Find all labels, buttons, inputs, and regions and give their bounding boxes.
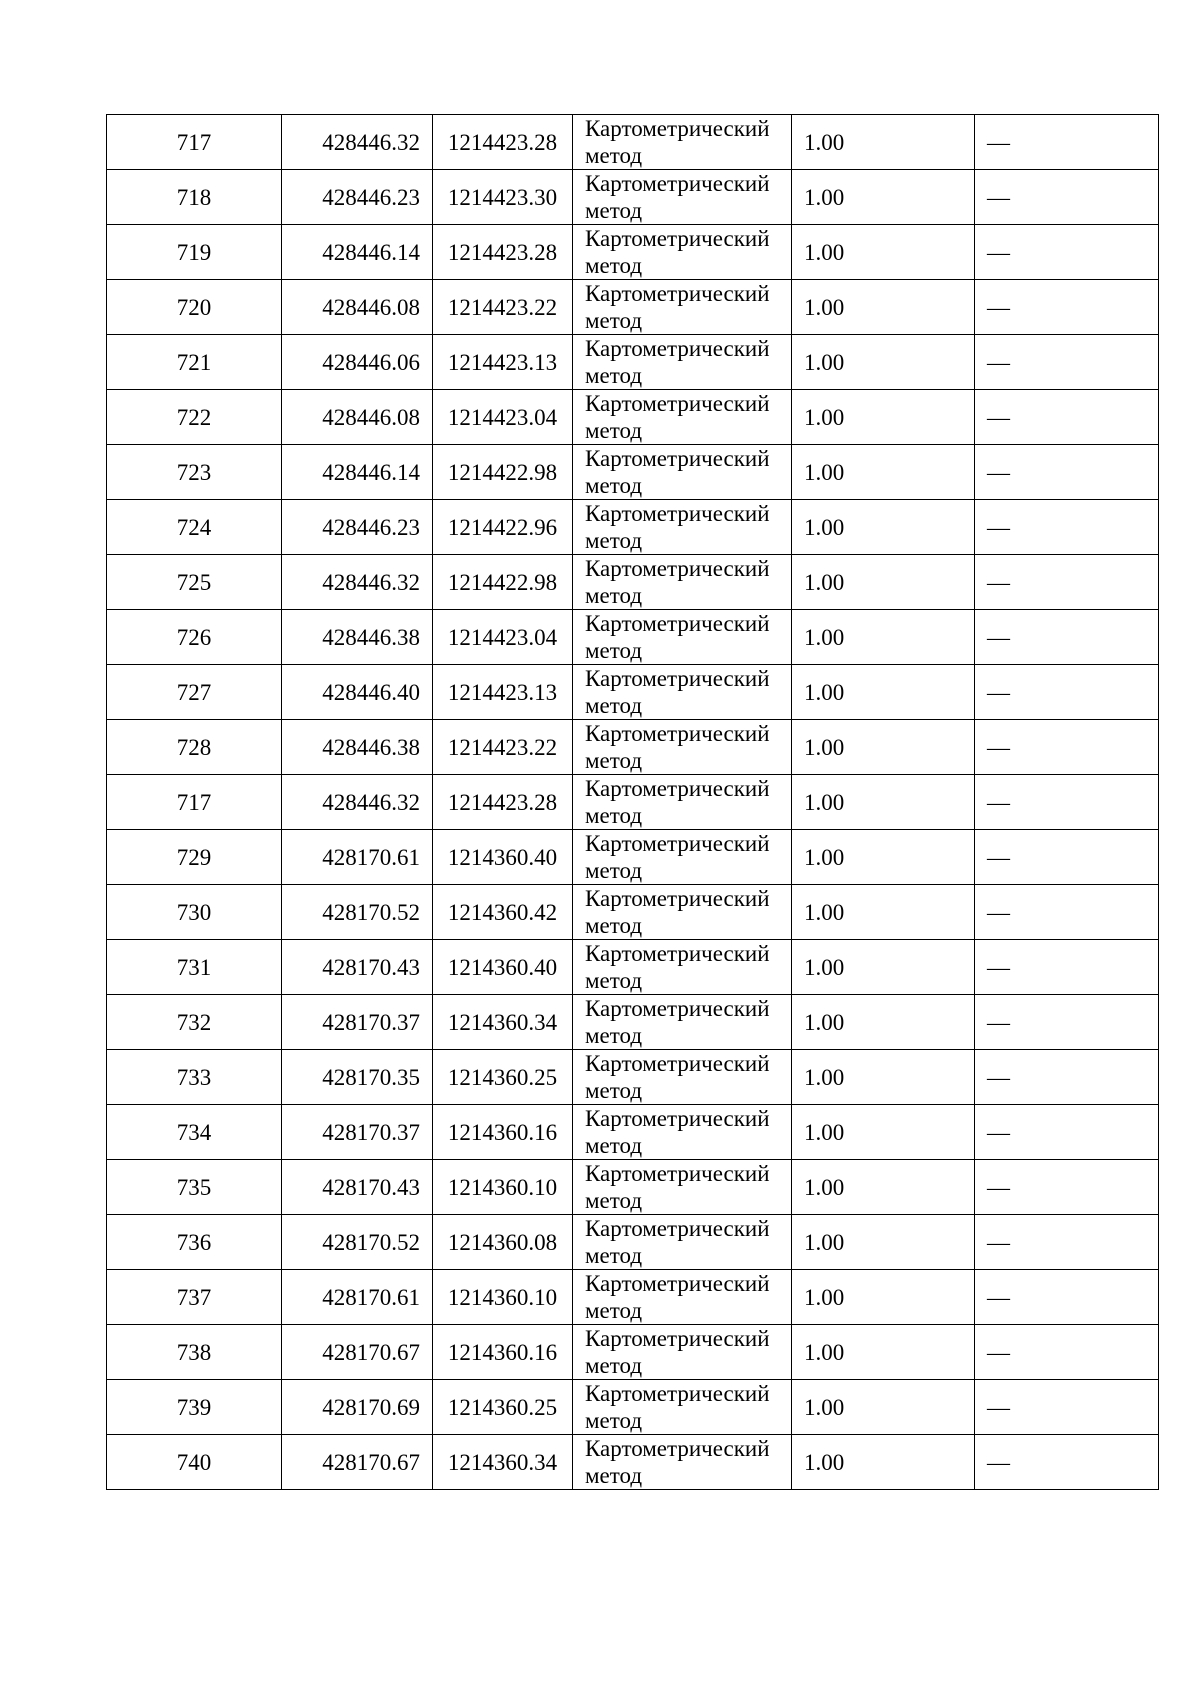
accuracy-cell: 1.00	[792, 115, 975, 170]
x-coordinate-cell: 428446.14	[282, 445, 433, 500]
table-row	[107, 335, 1159, 390]
point-number-cell: 720	[107, 280, 282, 335]
table-row	[107, 280, 1159, 335]
table-row	[107, 115, 1159, 170]
accuracy-cell: 1.00	[792, 280, 975, 335]
y-coordinate-cell: 1214423.13	[433, 335, 573, 390]
accuracy-cell: 1.00	[792, 555, 975, 610]
description-cell: —	[975, 940, 1159, 995]
x-coordinate-cell: 428446.14	[282, 225, 433, 280]
table-row	[107, 445, 1159, 500]
accuracy-cell: 1.00	[792, 335, 975, 390]
method-cell	[573, 335, 792, 390]
y-coordinate-cell: 1214360.25	[433, 1050, 573, 1105]
description-cell: —	[975, 775, 1159, 830]
coordinates-table	[106, 114, 1159, 1490]
x-coordinate-cell: 428446.08	[282, 390, 433, 445]
method-text-line-2: метод	[585, 913, 643, 938]
table-row	[107, 1325, 1159, 1380]
y-coordinate-cell: 1214423.30	[433, 170, 573, 225]
description-cell: —	[975, 995, 1159, 1050]
method-cell	[573, 1380, 792, 1435]
x-coordinate-cell: 428170.37	[282, 1105, 433, 1160]
y-coordinate-cell: 1214360.40	[433, 940, 573, 995]
table-row	[107, 1050, 1159, 1105]
accuracy-cell: 1.00	[792, 1325, 975, 1380]
description-cell: —	[975, 225, 1159, 280]
method-text-line-1: Картометрический	[585, 391, 770, 416]
x-coordinate-cell: 428446.40	[282, 665, 433, 720]
method-text-line-2: метод	[585, 1078, 643, 1103]
x-coordinate-cell: 428170.43	[282, 940, 433, 995]
table-row	[107, 940, 1159, 995]
description-cell: —	[975, 280, 1159, 335]
description-cell: —	[975, 1435, 1159, 1490]
accuracy-cell: 1.00	[792, 1380, 975, 1435]
x-coordinate-cell: 428170.35	[282, 1050, 433, 1105]
description-cell: —	[975, 115, 1159, 170]
method-cell	[573, 225, 792, 280]
method-cell	[573, 1215, 792, 1270]
point-number-cell: 739	[107, 1380, 282, 1435]
method-text-line-2: метод	[585, 583, 643, 608]
description-cell: —	[975, 1270, 1159, 1325]
accuracy-cell: 1.00	[792, 940, 975, 995]
method-cell	[573, 885, 792, 940]
method-cell	[573, 445, 792, 500]
table-row	[107, 500, 1159, 555]
y-coordinate-cell: 1214423.04	[433, 390, 573, 445]
y-coordinate-cell: 1214360.10	[433, 1270, 573, 1325]
y-coordinate-cell: 1214360.10	[433, 1160, 573, 1215]
method-text-line-2: метод	[585, 1298, 643, 1323]
y-coordinate-cell: 1214360.16	[433, 1325, 573, 1380]
method-text-line-1: Картометрический	[585, 1216, 770, 1241]
point-number-cell: 740	[107, 1435, 282, 1490]
x-coordinate-cell: 428446.38	[282, 720, 433, 775]
method-text-line-2: метод	[585, 1463, 643, 1488]
method-text-line-1: Картометрический	[585, 831, 770, 856]
method-cell	[573, 1105, 792, 1160]
x-coordinate-cell: 428170.69	[282, 1380, 433, 1435]
point-number-cell: 734	[107, 1105, 282, 1160]
accuracy-cell: 1.00	[792, 1435, 975, 1490]
description-cell: —	[975, 830, 1159, 885]
point-number-cell: 732	[107, 995, 282, 1050]
point-number-cell: 731	[107, 940, 282, 995]
method-cell	[573, 610, 792, 665]
method-text-line-2: метод	[585, 528, 643, 553]
description-cell: —	[975, 1160, 1159, 1215]
point-number-cell: 735	[107, 1160, 282, 1215]
description-cell: —	[975, 390, 1159, 445]
method-text-line-1: Картометрический	[585, 886, 770, 911]
x-coordinate-cell: 428446.23	[282, 170, 433, 225]
point-number-cell: 729	[107, 830, 282, 885]
method-text-line-2: метод	[585, 253, 643, 278]
method-cell	[573, 775, 792, 830]
description-cell: —	[975, 720, 1159, 775]
point-number-cell: 723	[107, 445, 282, 500]
x-coordinate-cell: 428446.06	[282, 335, 433, 390]
method-cell	[573, 940, 792, 995]
method-text-line-2: метод	[585, 638, 643, 663]
accuracy-cell: 1.00	[792, 1160, 975, 1215]
method-cell	[573, 665, 792, 720]
y-coordinate-cell: 1214423.13	[433, 665, 573, 720]
method-cell	[573, 1160, 792, 1215]
table-row	[107, 665, 1159, 720]
description-cell: —	[975, 610, 1159, 665]
accuracy-cell: 1.00	[792, 445, 975, 500]
accuracy-cell: 1.00	[792, 775, 975, 830]
accuracy-cell: 1.00	[792, 1270, 975, 1325]
description-cell: —	[975, 885, 1159, 940]
table-row	[107, 995, 1159, 1050]
point-number-cell: 738	[107, 1325, 282, 1380]
y-coordinate-cell: 1214423.22	[433, 720, 573, 775]
method-text-line-1: Картометрический	[585, 721, 770, 746]
method-cell	[573, 830, 792, 885]
y-coordinate-cell: 1214360.34	[433, 995, 573, 1050]
method-cell	[573, 1050, 792, 1105]
table-row	[107, 170, 1159, 225]
method-cell	[573, 115, 792, 170]
table-row	[107, 555, 1159, 610]
point-number-cell: 721	[107, 335, 282, 390]
x-coordinate-cell: 428170.67	[282, 1435, 433, 1490]
method-cell	[573, 555, 792, 610]
accuracy-cell: 1.00	[792, 720, 975, 775]
method-text-line-1: Картометрический	[585, 1106, 770, 1131]
method-text-line-2: метод	[585, 1243, 643, 1268]
description-cell: —	[975, 1050, 1159, 1105]
description-cell: —	[975, 555, 1159, 610]
method-text-line-1: Картометрический	[585, 556, 770, 581]
point-number-cell: 717	[107, 775, 282, 830]
point-number-cell: 736	[107, 1215, 282, 1270]
x-coordinate-cell: 428170.52	[282, 885, 433, 940]
method-text-line-1: Картометрический	[585, 116, 770, 141]
method-text-line-1: Картометрический	[585, 171, 770, 196]
y-coordinate-cell: 1214360.34	[433, 1435, 573, 1490]
method-text-line-1: Картометрический	[585, 996, 770, 1021]
method-cell	[573, 170, 792, 225]
method-text-line-2: метод	[585, 1133, 643, 1158]
x-coordinate-cell: 428170.52	[282, 1215, 433, 1270]
table-row	[107, 225, 1159, 280]
x-coordinate-cell: 428170.61	[282, 1270, 433, 1325]
method-text-line-1: Картометрический	[585, 1436, 770, 1461]
method-text-line-2: метод	[585, 803, 643, 828]
table-row	[107, 1435, 1159, 1490]
x-coordinate-cell: 428170.37	[282, 995, 433, 1050]
y-coordinate-cell: 1214360.16	[433, 1105, 573, 1160]
accuracy-cell: 1.00	[792, 885, 975, 940]
table-row	[107, 775, 1159, 830]
accuracy-cell: 1.00	[792, 610, 975, 665]
method-text-line-1: Картометрический	[585, 776, 770, 801]
method-cell	[573, 1270, 792, 1325]
method-text-line-1: Картометрический	[585, 1271, 770, 1296]
point-number-cell: 725	[107, 555, 282, 610]
accuracy-cell: 1.00	[792, 1215, 975, 1270]
description-cell: —	[975, 1325, 1159, 1380]
x-coordinate-cell: 428446.32	[282, 775, 433, 830]
method-text-line-1: Картометрический	[585, 611, 770, 636]
method-cell	[573, 1435, 792, 1490]
table-row	[107, 1215, 1159, 1270]
x-coordinate-cell: 428446.32	[282, 555, 433, 610]
description-cell: —	[975, 1380, 1159, 1435]
y-coordinate-cell: 1214423.22	[433, 280, 573, 335]
accuracy-cell: 1.00	[792, 390, 975, 445]
x-coordinate-cell: 428446.08	[282, 280, 433, 335]
method-text-line-1: Картометрический	[585, 226, 770, 251]
point-number-cell: 719	[107, 225, 282, 280]
y-coordinate-cell: 1214423.28	[433, 775, 573, 830]
method-text-line-1: Картометрический	[585, 501, 770, 526]
coordinates-table-body	[107, 115, 1159, 1490]
accuracy-cell: 1.00	[792, 665, 975, 720]
y-coordinate-cell: 1214423.28	[433, 115, 573, 170]
method-text-line-2: метод	[585, 858, 643, 883]
x-coordinate-cell: 428170.61	[282, 830, 433, 885]
method-text-line-2: метод	[585, 1188, 643, 1213]
point-number-cell: 737	[107, 1270, 282, 1325]
description-cell: —	[975, 665, 1159, 720]
y-coordinate-cell: 1214423.04	[433, 610, 573, 665]
point-number-cell: 717	[107, 115, 282, 170]
description-cell: —	[975, 1215, 1159, 1270]
y-coordinate-cell: 1214360.40	[433, 830, 573, 885]
table-row	[107, 720, 1159, 775]
y-coordinate-cell: 1214422.96	[433, 500, 573, 555]
y-coordinate-cell: 1214423.28	[433, 225, 573, 280]
table-row	[107, 1270, 1159, 1325]
method-text-line-2: метод	[585, 693, 643, 718]
table-row	[107, 1380, 1159, 1435]
method-cell	[573, 280, 792, 335]
method-text-line-1: Картометрический	[585, 1381, 770, 1406]
y-coordinate-cell: 1214360.08	[433, 1215, 573, 1270]
description-cell: —	[975, 1105, 1159, 1160]
method-text-line-2: метод	[585, 418, 643, 443]
method-text-line-2: метод	[585, 143, 643, 168]
y-coordinate-cell: 1214422.98	[433, 555, 573, 610]
method-text-line-2: метод	[585, 1023, 643, 1048]
accuracy-cell: 1.00	[792, 500, 975, 555]
accuracy-cell: 1.00	[792, 1105, 975, 1160]
method-cell	[573, 720, 792, 775]
description-cell: —	[975, 500, 1159, 555]
method-text-line-1: Картометрический	[585, 1051, 770, 1076]
method-cell	[573, 995, 792, 1050]
point-number-cell: 718	[107, 170, 282, 225]
x-coordinate-cell: 428446.38	[282, 610, 433, 665]
method-text-line-1: Картометрический	[585, 446, 770, 471]
method-text-line-1: Картометрический	[585, 1161, 770, 1186]
method-cell	[573, 390, 792, 445]
method-text-line-1: Картометрический	[585, 666, 770, 691]
x-coordinate-cell: 428170.43	[282, 1160, 433, 1215]
table-row	[107, 610, 1159, 665]
description-cell: —	[975, 445, 1159, 500]
accuracy-cell: 1.00	[792, 830, 975, 885]
method-cell	[573, 500, 792, 555]
method-text-line-2: метод	[585, 473, 643, 498]
method-text-line-1: Картометрический	[585, 336, 770, 361]
y-coordinate-cell: 1214360.42	[433, 885, 573, 940]
point-number-cell: 728	[107, 720, 282, 775]
point-number-cell: 724	[107, 500, 282, 555]
method-text-line-2: метод	[585, 1353, 643, 1378]
description-cell: —	[975, 170, 1159, 225]
accuracy-cell: 1.00	[792, 170, 975, 225]
accuracy-cell: 1.00	[792, 1050, 975, 1105]
method-text-line-1: Картометрический	[585, 281, 770, 306]
y-coordinate-cell: 1214422.98	[433, 445, 573, 500]
method-text-line-2: метод	[585, 1408, 643, 1433]
method-text-line-2: метод	[585, 198, 643, 223]
method-text-line-2: метод	[585, 968, 643, 993]
table-row	[107, 885, 1159, 940]
point-number-cell: 733	[107, 1050, 282, 1105]
point-number-cell: 727	[107, 665, 282, 720]
point-number-cell: 730	[107, 885, 282, 940]
table-row	[107, 390, 1159, 445]
x-coordinate-cell: 428446.23	[282, 500, 433, 555]
y-coordinate-cell: 1214360.25	[433, 1380, 573, 1435]
table-row	[107, 1160, 1159, 1215]
point-number-cell: 726	[107, 610, 282, 665]
method-text-line-1: Картометрический	[585, 941, 770, 966]
accuracy-cell: 1.00	[792, 995, 975, 1050]
x-coordinate-cell: 428446.32	[282, 115, 433, 170]
x-coordinate-cell: 428170.67	[282, 1325, 433, 1380]
method-text-line-2: метод	[585, 363, 643, 388]
method-text-line-2: метод	[585, 308, 643, 333]
point-number-cell: 722	[107, 390, 282, 445]
method-text-line-1: Картометрический	[585, 1326, 770, 1351]
method-text-line-2: метод	[585, 748, 643, 773]
method-cell	[573, 1325, 792, 1380]
table-row	[107, 1105, 1159, 1160]
accuracy-cell: 1.00	[792, 225, 975, 280]
table-row	[107, 830, 1159, 885]
description-cell: —	[975, 335, 1159, 390]
